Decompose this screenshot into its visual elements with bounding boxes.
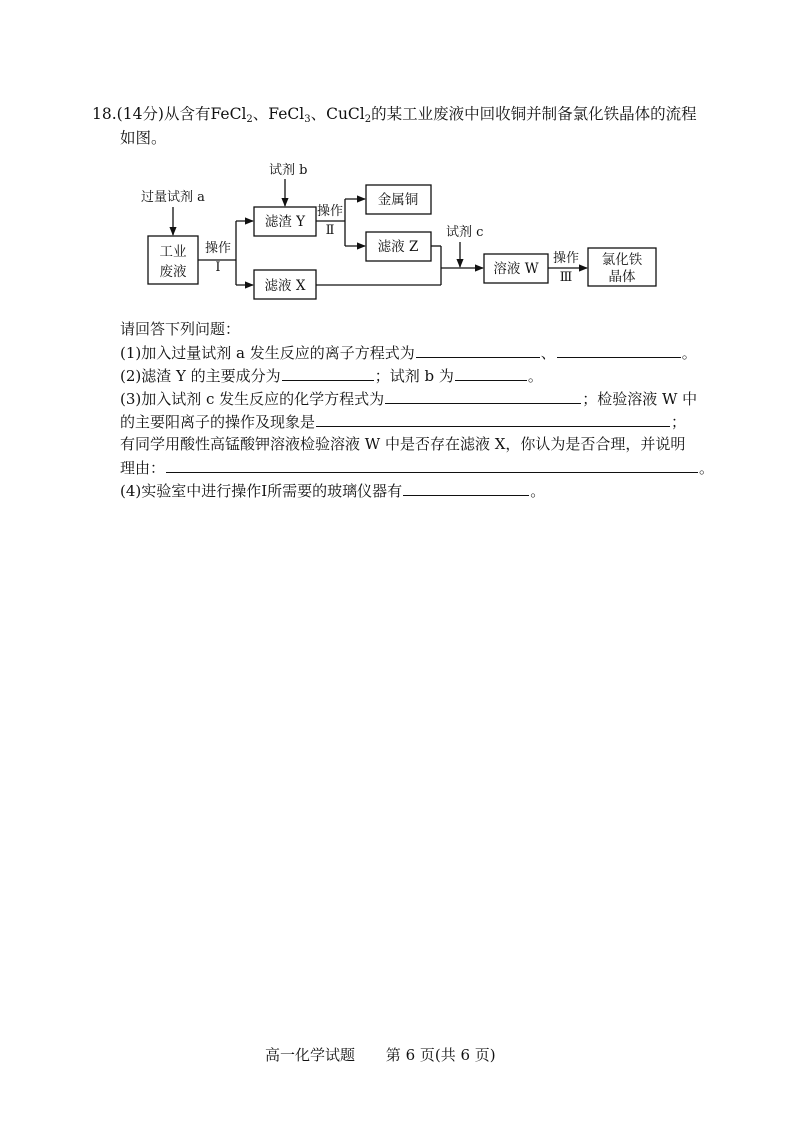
box-solution-w-label: 溶液 W: [493, 261, 539, 277]
question-intro: 从含有: [163, 105, 211, 123]
q3-blank-2[interactable]: [316, 410, 670, 427]
q3-text-b: ；检验溶液 W 中: [582, 390, 698, 408]
q1-blank-1[interactable]: [416, 341, 540, 358]
box-residue-y-label: 滤渣 Y: [264, 214, 306, 230]
q3-blank-3[interactable]: [166, 456, 698, 473]
q2-text-b: ；试剂 b 为: [374, 367, 454, 385]
q4-blank[interactable]: [403, 479, 529, 496]
q2-blank-1[interactable]: [282, 364, 374, 381]
formula-fecl2: FeCl$_2$: [210, 105, 253, 125]
operation-3-numeral: Ⅲ: [559, 270, 573, 285]
q3-line2-end: ；: [671, 413, 687, 431]
answer-prompt: 请回答下列问题：: [120, 320, 241, 338]
q4-text: (4)实验室中进行操作Ⅰ所需要的玻璃仪器有: [120, 482, 403, 500]
operation-2-label: 操作: [316, 204, 344, 219]
box-fecl3-line1: 氯化铁: [601, 252, 643, 268]
question-intro-continued: 的某工业废液中回收铜并制备氯化铁晶体的流程: [371, 105, 697, 123]
formula-fecl3: FeCl$_3$: [268, 105, 311, 125]
q1-blank-2[interactable]: [557, 341, 681, 358]
box-fecl3-line2: 晶体: [608, 269, 636, 285]
q4-end: 。: [530, 482, 546, 500]
question-score: (14分): [116, 105, 164, 123]
reagent-b-label: 试剂 b: [269, 163, 308, 178]
q1-text: (1)加入过量试剂 a 发生反应的离子方程式为: [120, 344, 415, 362]
q2-text-a: (2)滤渣 Y 的主要成分为: [120, 367, 281, 385]
operation-1-label: 操作: [204, 241, 232, 256]
box-filtrate-z-label: 滤液 Z: [377, 239, 419, 255]
q1-separator: 、: [540, 344, 556, 362]
box-copper-label: 金属铜: [377, 192, 419, 208]
q3-line4-text: 理由：: [120, 459, 166, 477]
q2-blank-2[interactable]: [455, 364, 527, 381]
q2-end: 。: [527, 367, 543, 385]
reagent-a-label: 过量试剂 a: [141, 190, 205, 205]
box-filtrate-x-label: 滤液 X: [264, 278, 306, 294]
operation-1-numeral: Ⅰ: [215, 260, 221, 275]
formula-cucl2: CuCl$_2$: [326, 105, 372, 125]
q3-line4-end: 。: [699, 459, 715, 477]
question-number: 18.: [92, 105, 117, 123]
separator: 、: [310, 105, 327, 123]
sub-question-3-line2: [120, 410, 686, 433]
box-industrial-waste-line1: 工业: [159, 244, 187, 260]
operation-2-numeral: Ⅱ: [325, 223, 335, 238]
page-footer: [265, 1044, 496, 1065]
q3-text-a: (3)加入试剂 c 发生反应的化学方程式为: [120, 390, 385, 408]
sub-question-2: [120, 364, 543, 387]
sub-question-1: [120, 341, 697, 364]
operation-3-label: 操作: [552, 251, 580, 266]
box-industrial-waste-line2: 废液: [159, 264, 187, 280]
sub-question-3-line3: 有同学用酸性高锰酸钾溶液检验溶液 W 中是否存在滤液 X，你认为是否合理，并说明: [120, 435, 686, 453]
q3-line2-text: 的主要阳离子的操作及现象是: [120, 413, 316, 431]
process-flowchart: [0, 0, 800, 330]
sub-question-3-line1: [120, 387, 697, 410]
footer-subject: 高一化学试题: [265, 1046, 356, 1064]
sub-question-4: [120, 479, 545, 502]
reagent-c-label: 试剂 c: [446, 225, 484, 240]
sub-question-3-line4: [120, 456, 714, 479]
q3-blank-1[interactable]: [385, 387, 581, 404]
q1-end: 。: [681, 344, 697, 362]
footer-page-number: 第 6 页(共 6 页): [385, 1046, 496, 1064]
separator: 、: [252, 105, 269, 123]
question-stem-line2: 如图。: [120, 129, 167, 147]
